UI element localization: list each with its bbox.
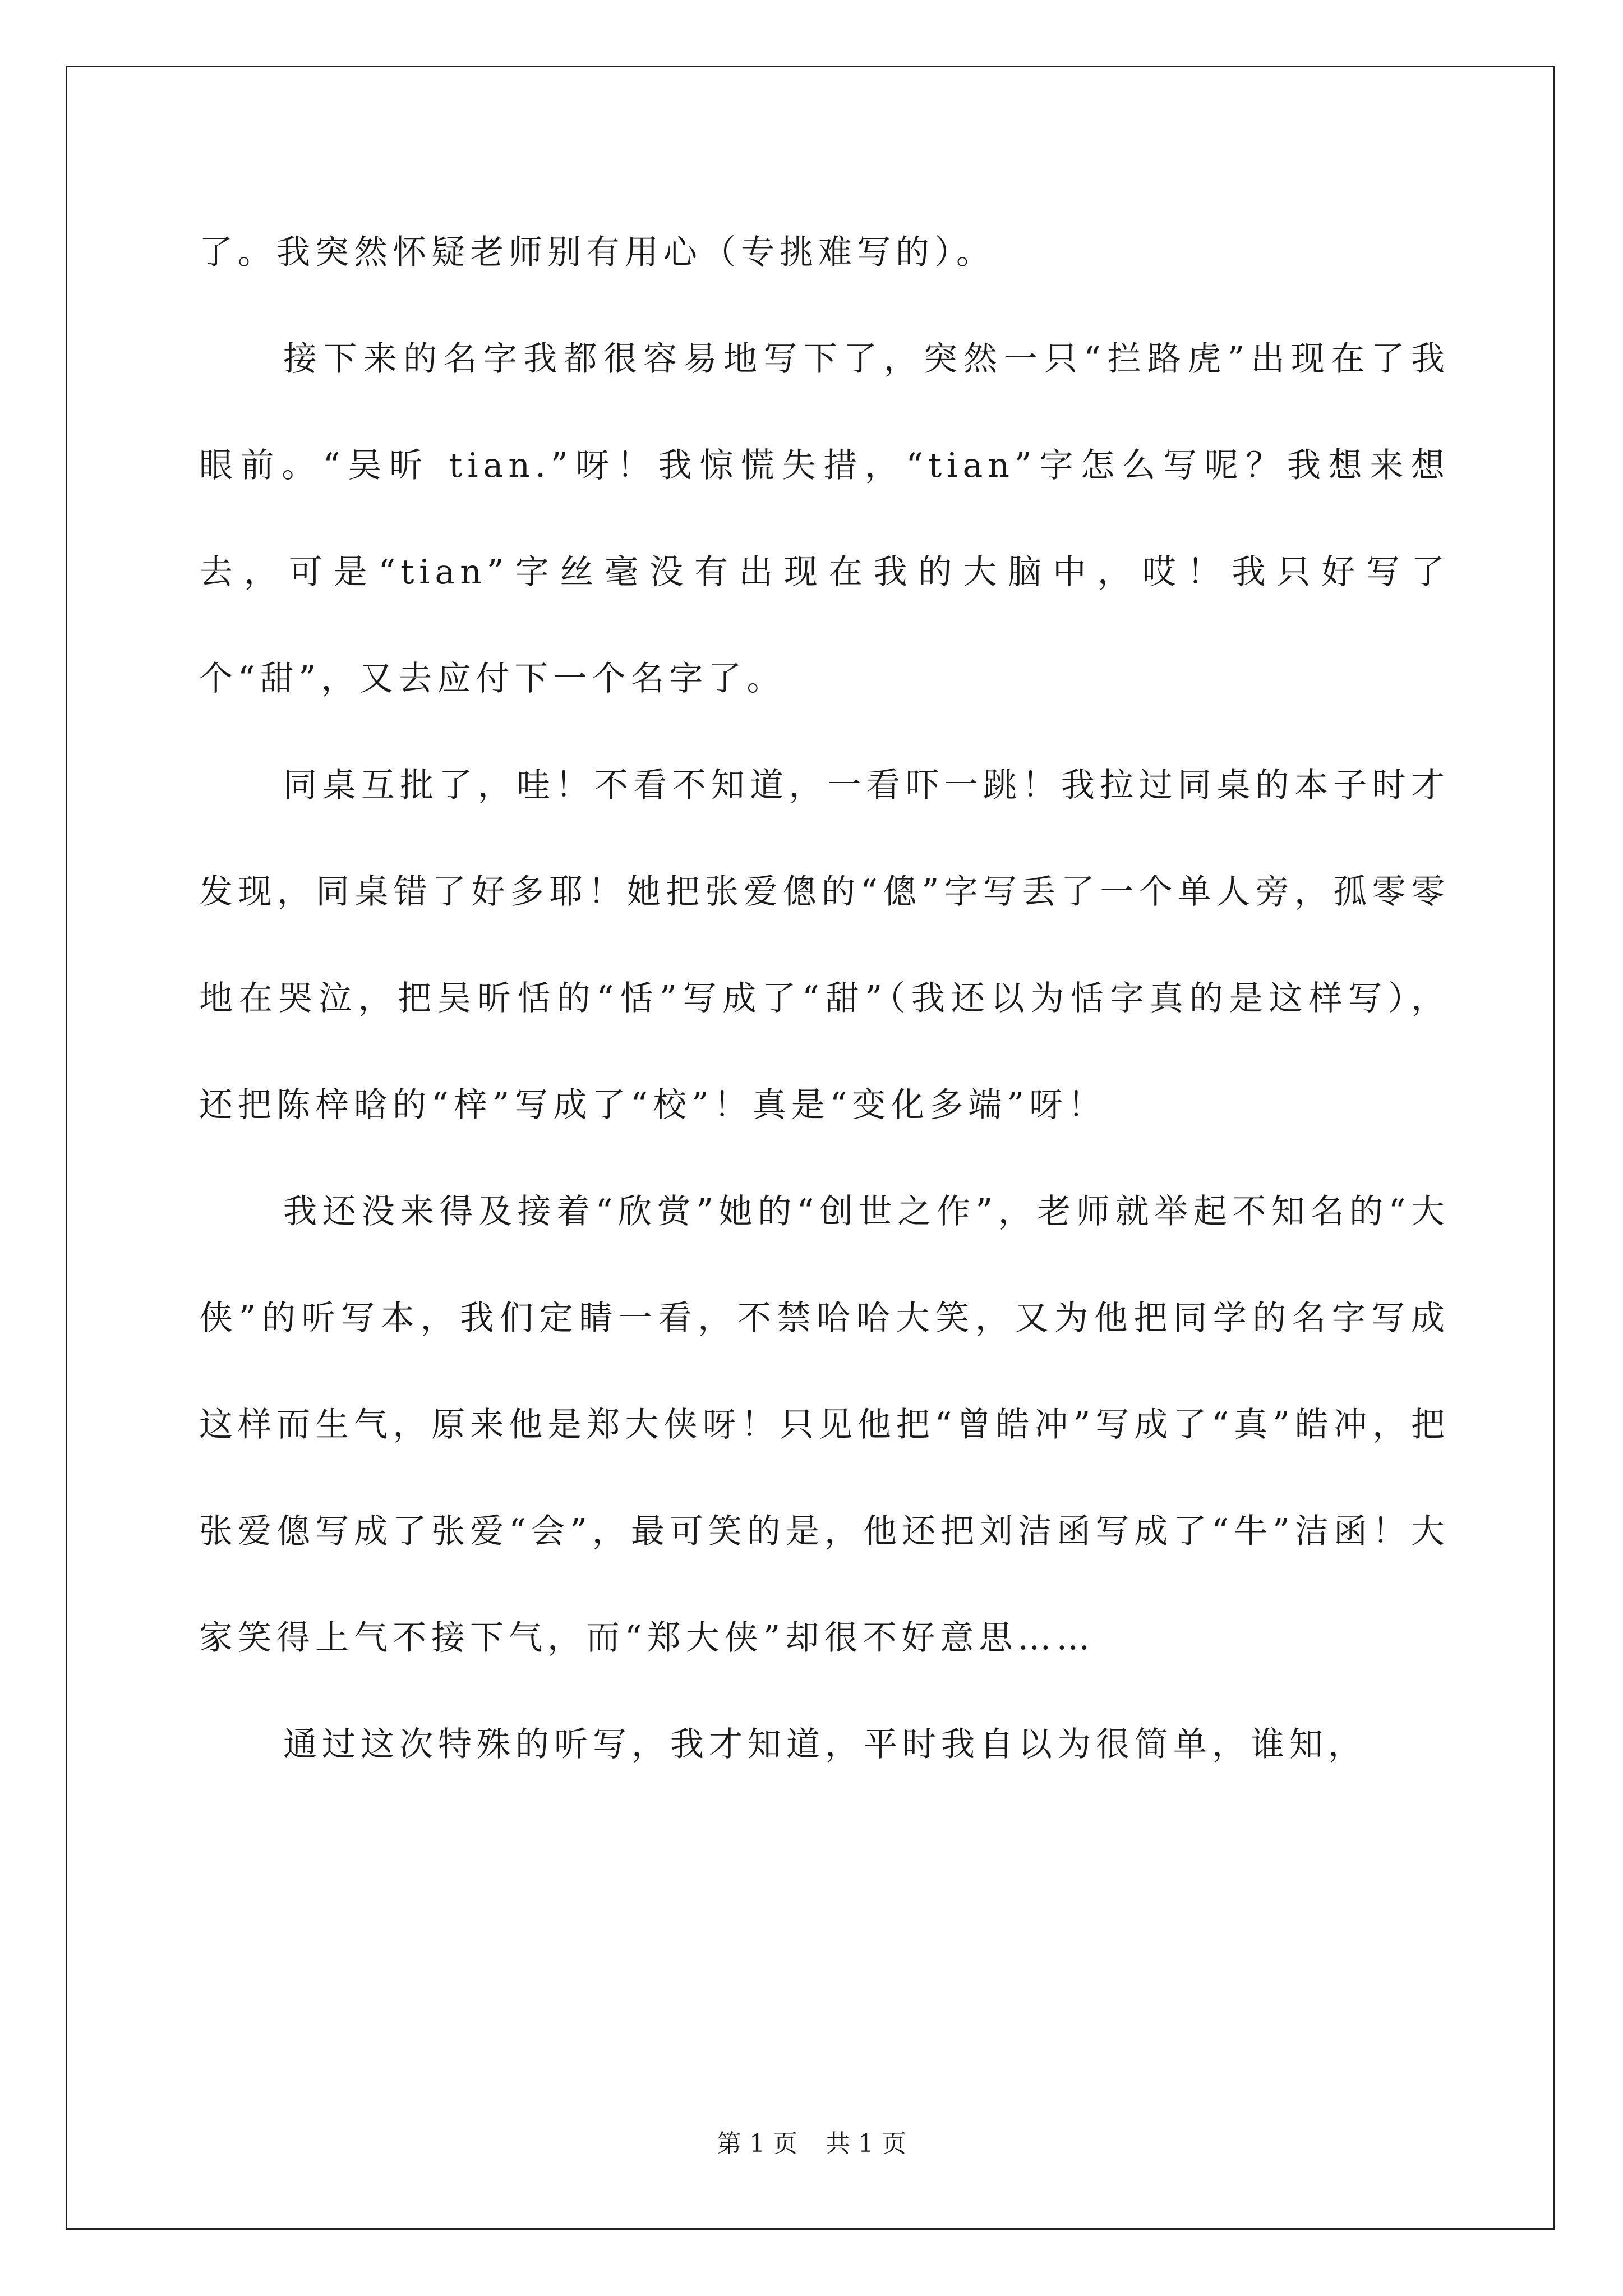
paragraph-4: 我还没来得及接着“欣赏”她的“创世之作”，老师就举起不知名的“大侠”的听写本，我们定睛一看，不禁哈哈大笑，又为他把同学的名字写成这样而生气，原来他是郑大侠呀！只见他把“曾皓冲”写成了“真”皓冲，把张爱傯写成了张爱“会”，最可笑的是，他还把刘洁函写成了“牛”洁函！大家笑得上气不接下气，而“郑大侠”却很不好意思…… — [199, 1192, 1450, 1658]
paragraph-3: 同桌互批了，哇！不看不知道，一看吓一跳！我拉过同桌的本子时才发现，同桌错了好多耶！她把张爱傯的“傯”字写丢了一个单人旁，孤零零地在哭泣，把吴昕恬的“恬”写成了“甜”（我还以为恬字真的是这样写），还把陈梓晗的“梓”写成了“校”！真是“变化多端”呀！ — [199, 766, 1450, 1125]
paragraph-2: 接下来的名字我都很容易地写下了，突然一只“拦路虎”出现在了我眼前。“吴昕 tian.”呀！我惊慌失措，“tian”字怎么写呢？我想来想去，可是“tian”字丝毫没有出现在我的大脑中，哎！我只好写了个“甜”，又去应付下一个名字了。 — [199, 339, 1450, 698]
paragraph-5: 通过这次特殊的听写，我才知道，平时我自以为很简单，谁知， — [283, 1725, 1367, 1764]
page-total: 共 1 页 — [826, 2129, 906, 2158]
page-number: 第 1 页 — [717, 2129, 797, 2158]
paragraph-1: 了。我突然怀疑老师别有用心（专挑难写的）。 — [199, 233, 995, 272]
page-footer — [0, 2127, 1623, 2161]
document-body — [199, 199, 1450, 1798]
